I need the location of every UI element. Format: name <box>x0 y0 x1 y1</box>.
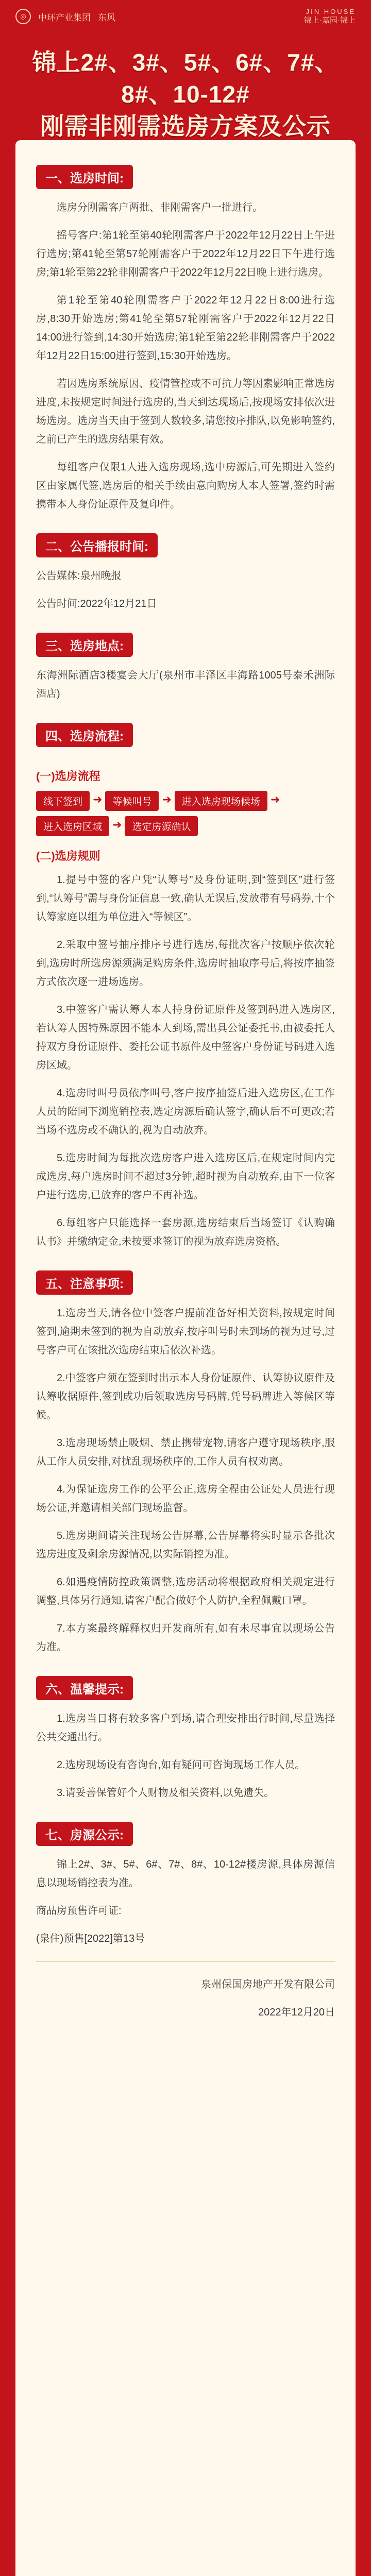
flow-title: (一)选房流程 <box>36 770 100 783</box>
arrow-right-icon: ➜ <box>93 793 103 806</box>
section-6-para: 3.请妥善保管好个人财物及相关资料,以免遗失。 <box>57 1787 275 1799</box>
section-3-title: 三、选房地点: <box>36 633 133 657</box>
left-brand-name: 中环产业集团 <box>38 12 91 23</box>
section-4-para: 4.选房时叫号员依序叫号,客户按序抽签后进入选房区,在工作人员的陪同下浏览销控表,选定房源后确认签字,确认后不可更改;若当场不选房或不确认的,视为自动放弃。 <box>36 1088 335 1136</box>
flow-step: 等候叫号 <box>105 791 159 811</box>
flow-step: 进入选房现场候场 <box>175 791 267 811</box>
section-4-para: 2.采取中签号抽序排序号进行选房,每批次客户按顺序依次轮到,选房时所选房源须满足购房条件,选房时抽取序号后,将按序抽签方式依次逐一进场选房。 <box>36 939 335 988</box>
section-5-para: 2.中签客户须在签到时出示本人身份证原件、认筹协议原件及认筹收据原件,签到成功后领取选房号码牌,凭号码牌进入等候区等候。 <box>36 1372 335 1421</box>
section-6-title: 六、温馨提示: <box>36 1676 133 1700</box>
flow-steps <box>36 791 335 836</box>
section-1-para: 每组客户仅限1人进入选房现场,选中房源后,可先期进入签约区由家属代签,选房后的相关手续由意向购房人本人签署,签约时需携带本人身份证原件及复印件。 <box>36 462 335 510</box>
brand-logo-icon: ◎ <box>15 9 31 24</box>
section-4-para: 6.每组客户只能选择一套房源,选房结束后当场签订《认购确认书》并缴纳定金,未按要求签订的视为放弃选房资格。 <box>36 1217 335 1247</box>
section-1-para: 若因选房系统原因、疫情管控或不可抗力等因素影响正常选房进度,未按规定时间进行选房的,当天到达现场后,按现场安排依次进场选房。选房当天由于签到人数较多,请您按序排队,以免影响签约,之前已产生的选房结果有效。 <box>36 378 335 445</box>
section-7-para: 锦上2#、3#、5#、6#、7#、8#、10-12#楼房源,具体房源信息以现场销控表为准。 <box>36 1859 335 1889</box>
section-5-para: 4.为保证选房工作的公平公正,选房全程由公证处人员进行现场公证,并邀请相关部门现场监督。 <box>36 1484 335 1514</box>
section-1-para: 摇号客户:第1轮至第40轮刚需客户于2022年12月22日上午进行选房;第41轮至第57轮刚需客户于2022年12月22日下午进行选房;第1轮至第22轮非刚需客户于2022年12月22日晚上进行选房。 <box>36 230 335 278</box>
flow-step: 线下签到 <box>36 791 90 811</box>
right-brand-en: JIN HOUSE <box>306 7 356 15</box>
arrow-right-icon: ➜ <box>112 818 122 831</box>
section-1-title: 一、选房时间: <box>36 165 133 189</box>
hero <box>0 33 371 142</box>
section-3-para: 东海洲际酒店3楼宴会大厅(泉州市丰泽区丰海路1005号泰禾洲际酒店) <box>36 670 335 700</box>
section-6-para: 1.选房当日将有较多客户到场,请合理安排出行时间,尽量选择公共交通出行。 <box>36 1713 335 1743</box>
right-brand <box>304 8 356 26</box>
section-4-para: 5.选房时间为每批次选房客户进入选房区后,在规定时间内完成选房,每户选房时间不超过3分钟,超时视为自动放弃,由下一位客户进行选房,已放弃的客户不再补选。 <box>36 1153 335 1201</box>
section-5-title: 五、注意事项: <box>36 1270 133 1295</box>
section-5-para: 3.选房现场禁止吸烟、禁止携带宠物,请客户遵守现场秩序,服从工作人员安排,对扰乱现场秩序的,工作人员有权劝离。 <box>36 1437 335 1467</box>
section-7-title: 七、房源公示: <box>36 1822 133 1846</box>
section-5-para: 6.如遇疫情防控政策调整,选房活动将根据政府相关规定进行调整,具体另行通知,请客户配合做好个人防护,全程佩戴口罩。 <box>36 1577 335 1606</box>
flow-step: 选定房源确认 <box>125 816 198 836</box>
left-brand <box>15 9 115 24</box>
section-7-para: (泉住)预售[2022]第13号 <box>36 1933 145 1944</box>
section-7-para: 商品房预售许可证: <box>36 1905 122 1917</box>
announcement-card <box>15 140 356 2576</box>
section-2-title: 二、公告播报时间: <box>36 533 158 557</box>
section-1-para: 第1轮至第40轮刚需客户于2022年12月22日8:00进行选房,8:30开始选房;第41轮至第57轮刚需客户于2022年12月22日14:00进行签到,14:30开始选房;第1轮至第22轮非刚需客户于2022年12月22日15:00进行签到,15:30开始选房。 <box>36 295 335 362</box>
signoff-company: 泉州保国房地产开发有限公司 <box>201 1979 335 1990</box>
top-bar <box>0 0 371 33</box>
arrow-right-icon: ➜ <box>162 793 172 806</box>
section-4-title: 四、选房流程: <box>36 723 133 747</box>
section-4-para: 3.中签客户需认筹人本人持身份证原件及签到码进入选房区,若认筹人因特殊原因不能本人到场,需出具公证委托书,由被委托人持双方身份证原件、委托公证书原件及中签客户身份证号码进入选房区域。 <box>36 1004 335 1071</box>
left-brand-sub: 东风 <box>98 12 115 23</box>
section-1-para: 选房分刚需客户两批、非刚需客户一批进行。 <box>57 202 263 213</box>
arrow-right-icon: ➜ <box>270 793 280 806</box>
section-5-para: 7.本方案最终解释权归开发商所有,如有未尽事宜以现场公告为准。 <box>36 1623 335 1653</box>
hero-title-line2: 刚需非刚需选房方案及公示 <box>40 113 331 140</box>
right-brand-cn: 锦上·嘉园·锦上 <box>304 15 356 25</box>
section-2-para: 公告媒体:泉州晚报 <box>36 570 122 582</box>
hero-title <box>21 46 350 142</box>
section-4-para: 1.提号中签的客户凭“认筹号”及身份证明,到“签到区”进行签到,“认筹号”需与身份证信息一致,确认无误后,发放带有号码券,十个认筹家庭以组为单位进入“等候区”。 <box>36 874 335 923</box>
signoff-date: 2022年12月20日 <box>258 2007 335 2018</box>
hero-title-line1: 锦上2#、3#、5#、6#、7#、8#、10-12# <box>32 49 339 108</box>
rule-title: (二)选房规则 <box>36 850 100 862</box>
section-2-para: 公告时间:2022年12月21日 <box>36 598 157 609</box>
section-5-para: 1.选房当天,请各位中签客户提前准备好相关资料,按规定时间签到,逾期未签到的视为自动放弃,按序叫号时未到场的视为过号,过号客户可在该批次选房结束后依次补选。 <box>36 1308 335 1356</box>
flow-step: 进入选房区域 <box>36 816 109 836</box>
section-6-para: 2.选房现场设有咨询台,如有疑问可咨询现场工作人员。 <box>57 1759 306 1771</box>
section-5-para: 5.选房期间请关注现场公告屏幕,公告屏幕将实时显示各批次选房进度及剩余房源情况,以实际销控为准。 <box>36 1530 335 1560</box>
divider <box>36 1961 335 1962</box>
